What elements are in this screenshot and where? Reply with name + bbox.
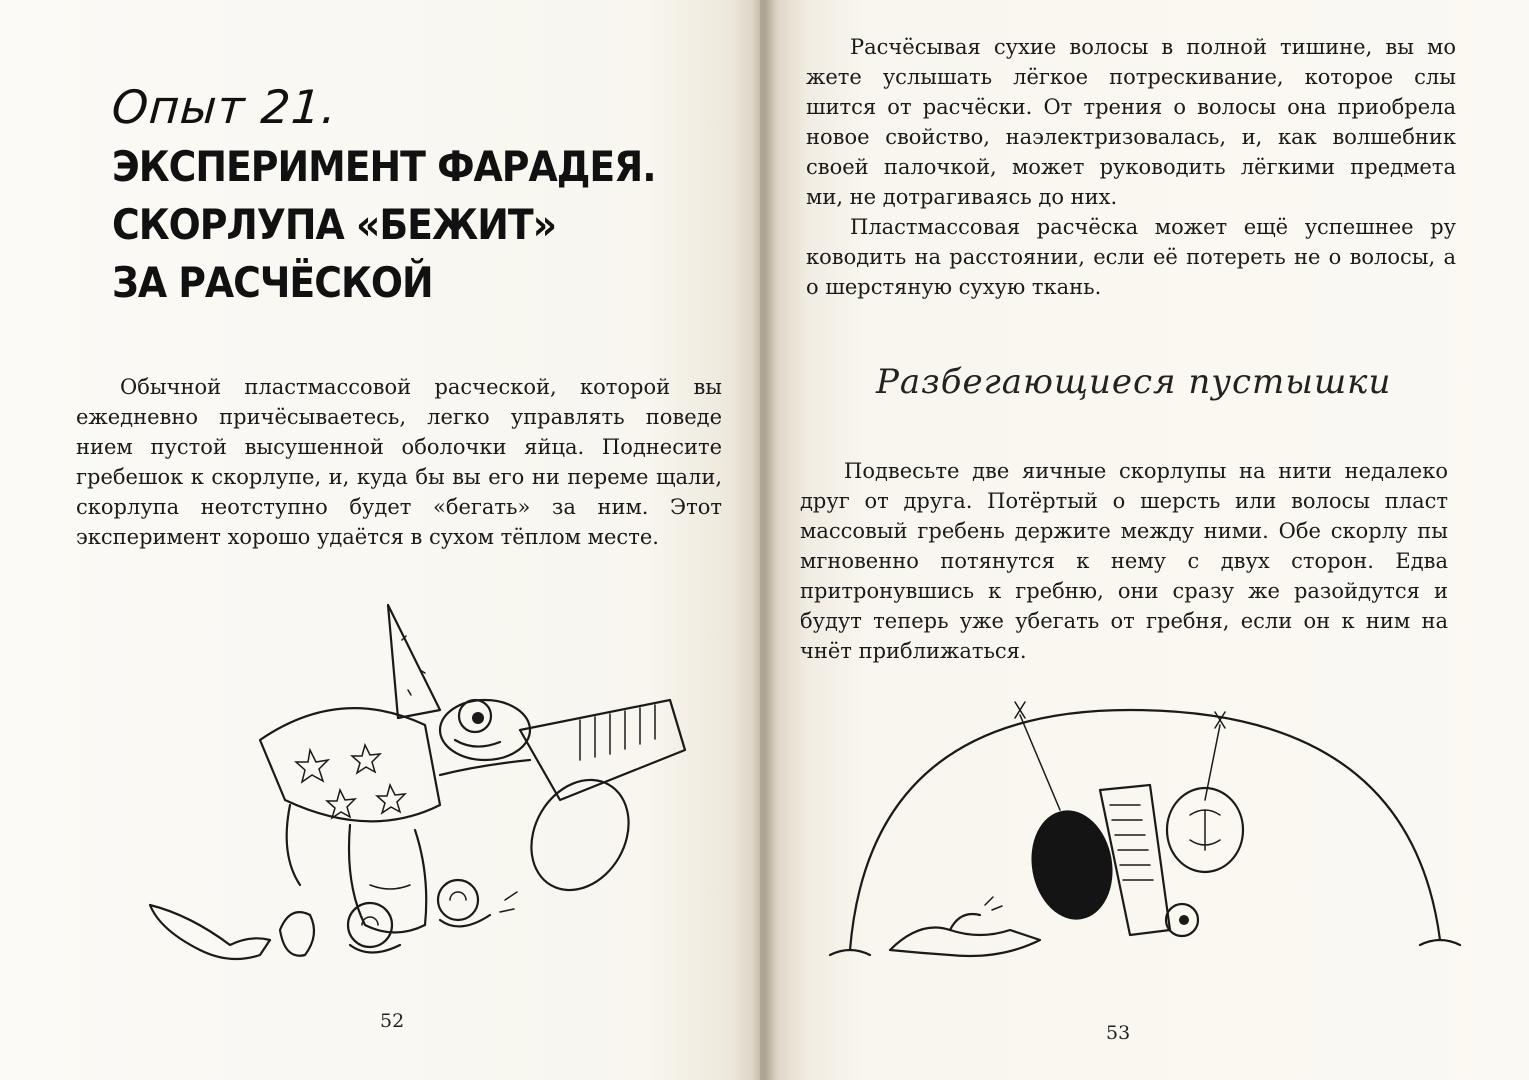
text-line: а о шерстяную сухую ткань. [806, 245, 1456, 299]
title-line: СКОРЛУПА «БЕЖИТ» [112, 200, 557, 249]
text-line: ми, не дотрагиваясь до них. [806, 185, 1118, 209]
title-line: ЗА РАСЧЁСКОЙ [112, 258, 433, 307]
turtle-wizard-illustration [140, 600, 740, 1000]
page-number: 53 [1106, 1022, 1131, 1044]
text-line: друг от друга. Потёртый о шерсть или волосы пласт [800, 489, 1448, 513]
text-line: Обычной пластмассовой расческой, которой вы [120, 375, 722, 399]
text-line: нием пустой высушенной оболочки яйца. Поднесите [76, 435, 722, 459]
text-line: ежедневно причёсываетесь, легко управлять поведе [76, 405, 722, 429]
page-number: 52 [380, 1010, 405, 1032]
text-line: Этот эксперимент хорошо удаётся в сухом тёплом [76, 495, 722, 549]
text-line: чнёт приближаться. [800, 639, 1027, 663]
text-line: Расчёсывая сухие волосы в полной тишине, вы мо [850, 35, 1456, 59]
right-intro-text [806, 32, 1456, 302]
gutter-shadow [752, 0, 778, 1080]
text-line: массовый гребень держите между ними. Обе скорлу [800, 519, 1418, 543]
right-paragraph [800, 456, 1448, 666]
text-line: гребешок к скорлупе, и, куда бы вы его ни переме [76, 465, 656, 489]
text-line: новое свойство, наэлектризовалась, и, как волшебник [806, 125, 1456, 149]
text-line: Подвесьте две яичные скорлупы на нити недалеко [844, 459, 1448, 483]
text-line: шится от расчёски. От трения о волосы она приобрела [806, 95, 1456, 119]
text-line: пы мгновенно потянутся к нему с двух сторон. Едва [800, 519, 1448, 573]
experiment-number: Опыт 21. [110, 80, 340, 134]
text-line: жете услышать лёгкое потрескивание, которое слы [806, 65, 1456, 89]
text-line: своей палочкой, может руководить лёгкими предмета [806, 155, 1456, 179]
text-line: будут теперь уже убегать от гребня, если он к ним на [800, 609, 1448, 633]
text-line: месте. [587, 525, 659, 549]
text-line: притронувшись к гребню, они сразу же разойдутся и [800, 579, 1448, 603]
section-subheading: Разбегающиеся пустышки [876, 362, 1392, 402]
text-line: щали, скорлупа неотступно будет «бегать» за ним. [76, 465, 722, 519]
text-line: ководить на расстоянии, если её потереть не о волосы, [806, 245, 1444, 269]
experiment-title [112, 138, 672, 312]
hanging-eggshells-illustration [810, 690, 1470, 990]
left-paragraph [76, 372, 722, 552]
text-line: Пластмассовая расчёска может ещё успешнее ру [850, 215, 1456, 239]
title-line: ЭКСПЕРИМЕНТ ФАРАДЕЯ. [112, 142, 656, 191]
